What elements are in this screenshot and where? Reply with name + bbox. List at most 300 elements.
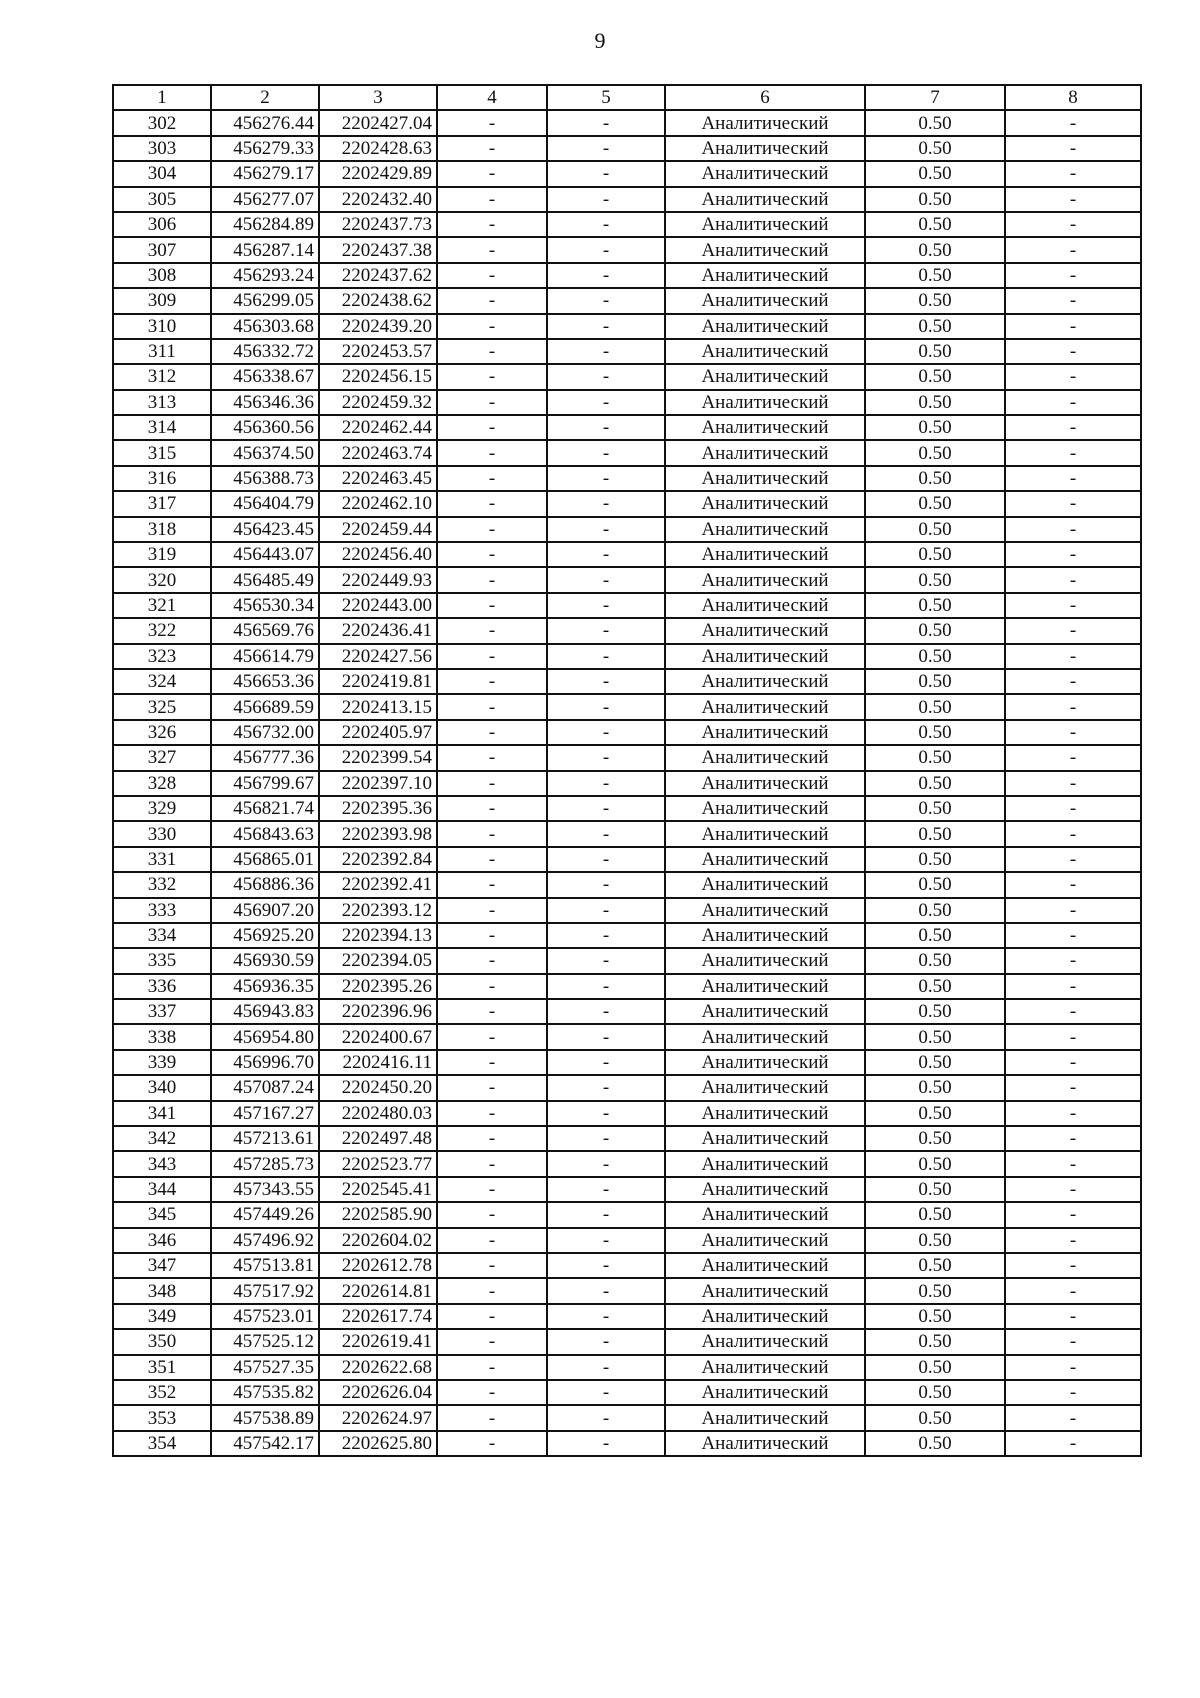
- point-number-cell: 337: [113, 999, 211, 1024]
- accuracy-cell: 0.50: [865, 1355, 1005, 1380]
- method-cell: Аналитический: [665, 1024, 865, 1049]
- col5-cell: -: [547, 1329, 665, 1354]
- col4-cell: -: [437, 796, 547, 821]
- y-coordinate-cell: 2202413.15: [319, 694, 437, 719]
- point-number-cell: 320: [113, 567, 211, 592]
- method-cell: Аналитический: [665, 390, 865, 415]
- accuracy-cell: 0.50: [865, 161, 1005, 186]
- method-cell: Аналитический: [665, 567, 865, 592]
- accuracy-cell: 0.50: [865, 669, 1005, 694]
- accuracy-cell: 0.50: [865, 847, 1005, 872]
- col8-cell: -: [1005, 694, 1141, 719]
- col4-cell: -: [437, 1380, 547, 1405]
- method-cell: Аналитический: [665, 1050, 865, 1075]
- y-coordinate-cell: 2202393.98: [319, 821, 437, 846]
- col8-cell: -: [1005, 161, 1141, 186]
- col8-cell: -: [1005, 618, 1141, 643]
- col5-cell: -: [547, 898, 665, 923]
- accuracy-cell: 0.50: [865, 1126, 1005, 1151]
- point-number-cell: 303: [113, 136, 211, 161]
- table-row: [113, 314, 1141, 339]
- col5-cell: -: [547, 1228, 665, 1253]
- x-coordinate-cell: 456653.36: [211, 669, 319, 694]
- table-row: [113, 1380, 1141, 1405]
- x-coordinate-cell: 456530.34: [211, 593, 319, 618]
- x-coordinate-cell: 456360.56: [211, 415, 319, 440]
- x-coordinate-cell: 456332.72: [211, 339, 319, 364]
- col4-cell: -: [437, 263, 547, 288]
- table-row: [113, 1024, 1141, 1049]
- y-coordinate-cell: 2202437.38: [319, 237, 437, 262]
- col4-cell: -: [437, 847, 547, 872]
- point-number-cell: 331: [113, 847, 211, 872]
- col5-cell: -: [547, 1126, 665, 1151]
- table-row: [113, 948, 1141, 973]
- point-number-cell: 333: [113, 898, 211, 923]
- accuracy-cell: 0.50: [865, 898, 1005, 923]
- y-coordinate-cell: 2202439.20: [319, 314, 437, 339]
- x-coordinate-cell: 456689.59: [211, 694, 319, 719]
- point-number-cell: 302: [113, 110, 211, 135]
- method-cell: Аналитический: [665, 745, 865, 770]
- y-coordinate-cell: 2202438.62: [319, 288, 437, 313]
- col4-cell: -: [437, 364, 547, 389]
- accuracy-cell: 0.50: [865, 1024, 1005, 1049]
- accuracy-cell: 0.50: [865, 1228, 1005, 1253]
- point-number-cell: 322: [113, 618, 211, 643]
- col4-cell: -: [437, 745, 547, 770]
- accuracy-cell: 0.50: [865, 644, 1005, 669]
- col8-cell: -: [1005, 263, 1141, 288]
- col4-cell: -: [437, 390, 547, 415]
- accuracy-cell: 0.50: [865, 440, 1005, 465]
- y-coordinate-cell: 2202462.44: [319, 415, 437, 440]
- point-number-cell: 336: [113, 974, 211, 999]
- point-number-cell: 310: [113, 314, 211, 339]
- y-coordinate-cell: 2202428.63: [319, 136, 437, 161]
- y-coordinate-cell: 2202396.96: [319, 999, 437, 1024]
- x-coordinate-cell: 456732.00: [211, 720, 319, 745]
- accuracy-cell: 0.50: [865, 745, 1005, 770]
- method-cell: Аналитический: [665, 771, 865, 796]
- y-coordinate-cell: 2202427.56: [319, 644, 437, 669]
- table-row: [113, 339, 1141, 364]
- col8-cell: -: [1005, 720, 1141, 745]
- accuracy-cell: 0.50: [865, 1202, 1005, 1227]
- col4-cell: -: [437, 110, 547, 135]
- accuracy-cell: 0.50: [865, 390, 1005, 415]
- col4-cell: -: [437, 567, 547, 592]
- accuracy-cell: 0.50: [865, 1329, 1005, 1354]
- method-cell: Аналитический: [665, 974, 865, 999]
- col8-cell: -: [1005, 1278, 1141, 1303]
- accuracy-cell: 0.50: [865, 923, 1005, 948]
- accuracy-cell: 0.50: [865, 517, 1005, 542]
- method-cell: Аналитический: [665, 720, 865, 745]
- x-coordinate-cell: 456821.74: [211, 796, 319, 821]
- col5-cell: -: [547, 567, 665, 592]
- x-coordinate-cell: 456569.76: [211, 618, 319, 643]
- col8-cell: -: [1005, 1253, 1141, 1278]
- col5-cell: -: [547, 212, 665, 237]
- point-number-cell: 335: [113, 948, 211, 973]
- column-header: 7: [865, 85, 1005, 110]
- x-coordinate-cell: 456925.20: [211, 923, 319, 948]
- point-number-cell: 351: [113, 1355, 211, 1380]
- y-coordinate-cell: 2202449.93: [319, 567, 437, 592]
- method-cell: Аналитический: [665, 364, 865, 389]
- col5-cell: -: [547, 415, 665, 440]
- point-number-cell: 329: [113, 796, 211, 821]
- col5-cell: -: [547, 1380, 665, 1405]
- method-cell: Аналитический: [665, 136, 865, 161]
- col8-cell: -: [1005, 390, 1141, 415]
- col5-cell: -: [547, 288, 665, 313]
- accuracy-cell: 0.50: [865, 593, 1005, 618]
- table-row: [113, 974, 1141, 999]
- method-cell: Аналитический: [665, 339, 865, 364]
- y-coordinate-cell: 2202619.41: [319, 1329, 437, 1354]
- col8-cell: -: [1005, 1329, 1141, 1354]
- col5-cell: -: [547, 771, 665, 796]
- col4-cell: -: [437, 948, 547, 973]
- col5-cell: -: [547, 1253, 665, 1278]
- x-coordinate-cell: 456865.01: [211, 847, 319, 872]
- method-cell: Аналитический: [665, 1101, 865, 1126]
- table-row: [113, 745, 1141, 770]
- point-number-cell: 345: [113, 1202, 211, 1227]
- col5-cell: -: [547, 694, 665, 719]
- col8-cell: -: [1005, 821, 1141, 846]
- method-cell: Аналитический: [665, 1253, 865, 1278]
- col5-cell: -: [547, 491, 665, 516]
- x-coordinate-cell: 456936.35: [211, 974, 319, 999]
- col8-cell: -: [1005, 847, 1141, 872]
- col5-cell: -: [547, 644, 665, 669]
- col5-cell: -: [547, 466, 665, 491]
- x-coordinate-cell: 457343.55: [211, 1177, 319, 1202]
- col5-cell: -: [547, 796, 665, 821]
- x-coordinate-cell: 456799.67: [211, 771, 319, 796]
- accuracy-cell: 0.50: [865, 948, 1005, 973]
- col5-cell: -: [547, 390, 665, 415]
- column-header: 6: [665, 85, 865, 110]
- col4-cell: -: [437, 288, 547, 313]
- point-number-cell: 338: [113, 1024, 211, 1049]
- method-cell: Аналитический: [665, 1126, 865, 1151]
- y-coordinate-cell: 2202462.10: [319, 491, 437, 516]
- col5-cell: -: [547, 1278, 665, 1303]
- accuracy-cell: 0.50: [865, 466, 1005, 491]
- col4-cell: -: [437, 923, 547, 948]
- method-cell: Аналитический: [665, 1151, 865, 1176]
- col4-cell: -: [437, 898, 547, 923]
- col5-cell: -: [547, 339, 665, 364]
- y-coordinate-cell: 2202416.11: [319, 1050, 437, 1075]
- x-coordinate-cell: 456374.50: [211, 440, 319, 465]
- table-row: [113, 288, 1141, 313]
- y-coordinate-cell: 2202450.20: [319, 1075, 437, 1100]
- col8-cell: -: [1005, 364, 1141, 389]
- x-coordinate-cell: 456614.79: [211, 644, 319, 669]
- y-coordinate-cell: 2202443.00: [319, 593, 437, 618]
- x-coordinate-cell: 457542.17: [211, 1431, 319, 1456]
- y-coordinate-cell: 2202459.44: [319, 517, 437, 542]
- point-number-cell: 318: [113, 517, 211, 542]
- col4-cell: -: [437, 669, 547, 694]
- col8-cell: -: [1005, 1126, 1141, 1151]
- col5-cell: -: [547, 237, 665, 262]
- col8-cell: -: [1005, 999, 1141, 1024]
- col8-cell: -: [1005, 187, 1141, 212]
- y-coordinate-cell: 2202617.74: [319, 1304, 437, 1329]
- point-number-cell: 325: [113, 694, 211, 719]
- method-cell: Аналитический: [665, 314, 865, 339]
- table-row: [113, 466, 1141, 491]
- col8-cell: -: [1005, 669, 1141, 694]
- y-coordinate-cell: 2202459.32: [319, 390, 437, 415]
- col8-cell: -: [1005, 872, 1141, 897]
- y-coordinate-cell: 2202625.80: [319, 1431, 437, 1456]
- x-coordinate-cell: 457496.92: [211, 1228, 319, 1253]
- col4-cell: -: [437, 212, 547, 237]
- col5-cell: -: [547, 1101, 665, 1126]
- method-cell: Аналитический: [665, 923, 865, 948]
- y-coordinate-cell: 2202612.78: [319, 1253, 437, 1278]
- y-coordinate-cell: 2202463.74: [319, 440, 437, 465]
- accuracy-cell: 0.50: [865, 1050, 1005, 1075]
- column-header: 4: [437, 85, 547, 110]
- method-cell: Аналитический: [665, 644, 865, 669]
- table-row: [113, 1126, 1141, 1151]
- point-number-cell: 319: [113, 542, 211, 567]
- y-coordinate-cell: 2202622.68: [319, 1355, 437, 1380]
- y-coordinate-cell: 2202427.04: [319, 110, 437, 135]
- table-row: [113, 999, 1141, 1024]
- x-coordinate-cell: 456276.44: [211, 110, 319, 135]
- col8-cell: -: [1005, 136, 1141, 161]
- table-row: [113, 390, 1141, 415]
- accuracy-cell: 0.50: [865, 491, 1005, 516]
- y-coordinate-cell: 2202399.54: [319, 745, 437, 770]
- accuracy-cell: 0.50: [865, 1380, 1005, 1405]
- col8-cell: -: [1005, 466, 1141, 491]
- method-cell: Аналитический: [665, 491, 865, 516]
- y-coordinate-cell: 2202392.84: [319, 847, 437, 872]
- table-row: [113, 110, 1141, 135]
- table-row: [113, 1405, 1141, 1430]
- table-row: [113, 517, 1141, 542]
- point-number-cell: 313: [113, 390, 211, 415]
- point-number-cell: 307: [113, 237, 211, 262]
- col5-cell: -: [547, 948, 665, 973]
- x-coordinate-cell: 457449.26: [211, 1202, 319, 1227]
- accuracy-cell: 0.50: [865, 212, 1005, 237]
- x-coordinate-cell: 456954.80: [211, 1024, 319, 1049]
- table-row: [113, 618, 1141, 643]
- point-number-cell: 339: [113, 1050, 211, 1075]
- col5-cell: -: [547, 847, 665, 872]
- table-row: [113, 796, 1141, 821]
- y-coordinate-cell: 2202393.12: [319, 898, 437, 923]
- method-cell: Аналитический: [665, 999, 865, 1024]
- table-row: [113, 771, 1141, 796]
- x-coordinate-cell: 457167.27: [211, 1101, 319, 1126]
- col4-cell: -: [437, 1253, 547, 1278]
- col4-cell: -: [437, 466, 547, 491]
- col5-cell: -: [547, 1050, 665, 1075]
- col4-cell: -: [437, 314, 547, 339]
- col4-cell: -: [437, 187, 547, 212]
- x-coordinate-cell: 457285.73: [211, 1151, 319, 1176]
- x-coordinate-cell: 456388.73: [211, 466, 319, 491]
- col5-cell: -: [547, 1405, 665, 1430]
- col4-cell: -: [437, 1278, 547, 1303]
- col5-cell: -: [547, 720, 665, 745]
- table-row: [113, 567, 1141, 592]
- col5-cell: -: [547, 187, 665, 212]
- point-number-cell: 334: [113, 923, 211, 948]
- col5-cell: -: [547, 669, 665, 694]
- col8-cell: -: [1005, 1405, 1141, 1430]
- table-row: [113, 694, 1141, 719]
- col8-cell: -: [1005, 415, 1141, 440]
- col5-cell: -: [547, 1202, 665, 1227]
- col8-cell: -: [1005, 1380, 1141, 1405]
- col4-cell: -: [437, 593, 547, 618]
- x-coordinate-cell: 456287.14: [211, 237, 319, 262]
- col8-cell: -: [1005, 1101, 1141, 1126]
- point-number-cell: 353: [113, 1405, 211, 1430]
- method-cell: Аналитический: [665, 1202, 865, 1227]
- table-row: [113, 720, 1141, 745]
- col8-cell: -: [1005, 745, 1141, 770]
- table-body: [113, 110, 1141, 1456]
- col8-cell: -: [1005, 288, 1141, 313]
- accuracy-cell: 0.50: [865, 364, 1005, 389]
- method-cell: Аналитический: [665, 466, 865, 491]
- point-number-cell: 352: [113, 1380, 211, 1405]
- y-coordinate-cell: 2202480.03: [319, 1101, 437, 1126]
- col8-cell: -: [1005, 771, 1141, 796]
- col4-cell: -: [437, 1304, 547, 1329]
- point-number-cell: 305: [113, 187, 211, 212]
- point-number-cell: 311: [113, 339, 211, 364]
- y-coordinate-cell: 2202394.05: [319, 948, 437, 973]
- col4-cell: -: [437, 644, 547, 669]
- accuracy-cell: 0.50: [865, 263, 1005, 288]
- col5-cell: -: [547, 1304, 665, 1329]
- point-number-cell: 347: [113, 1253, 211, 1278]
- table-row: [113, 872, 1141, 897]
- y-coordinate-cell: 2202604.02: [319, 1228, 437, 1253]
- y-coordinate-cell: 2202626.04: [319, 1380, 437, 1405]
- col4-cell: -: [437, 999, 547, 1024]
- column-header: 3: [319, 85, 437, 110]
- col8-cell: -: [1005, 1177, 1141, 1202]
- col8-cell: -: [1005, 212, 1141, 237]
- point-number-cell: 332: [113, 872, 211, 897]
- table-row: [113, 1151, 1141, 1176]
- table-row: [113, 212, 1141, 237]
- table-row: [113, 440, 1141, 465]
- method-cell: Аналитический: [665, 415, 865, 440]
- method-cell: Аналитический: [665, 1431, 865, 1456]
- method-cell: Аналитический: [665, 212, 865, 237]
- x-coordinate-cell: 457213.61: [211, 1126, 319, 1151]
- col8-cell: -: [1005, 110, 1141, 135]
- x-coordinate-cell: 456279.33: [211, 136, 319, 161]
- x-coordinate-cell: 456485.49: [211, 567, 319, 592]
- method-cell: Аналитический: [665, 1405, 865, 1430]
- point-number-cell: 316: [113, 466, 211, 491]
- accuracy-cell: 0.50: [865, 720, 1005, 745]
- col8-cell: -: [1005, 1202, 1141, 1227]
- col4-cell: -: [437, 1431, 547, 1456]
- method-cell: Аналитический: [665, 517, 865, 542]
- col8-cell: -: [1005, 440, 1141, 465]
- table-row: [113, 1431, 1141, 1456]
- x-coordinate-cell: 456886.36: [211, 872, 319, 897]
- x-coordinate-cell: 457538.89: [211, 1405, 319, 1430]
- accuracy-cell: 0.50: [865, 187, 1005, 212]
- table-row: [113, 1202, 1141, 1227]
- method-cell: Аналитический: [665, 1380, 865, 1405]
- accuracy-cell: 0.50: [865, 1151, 1005, 1176]
- col5-cell: -: [547, 161, 665, 186]
- method-cell: Аналитический: [665, 237, 865, 262]
- col5-cell: -: [547, 1024, 665, 1049]
- y-coordinate-cell: 2202523.77: [319, 1151, 437, 1176]
- table-row: [113, 1177, 1141, 1202]
- method-cell: Аналитический: [665, 1228, 865, 1253]
- y-coordinate-cell: 2202400.67: [319, 1024, 437, 1049]
- point-number-cell: 315: [113, 440, 211, 465]
- y-coordinate-cell: 2202437.62: [319, 263, 437, 288]
- col8-cell: -: [1005, 567, 1141, 592]
- col8-cell: -: [1005, 644, 1141, 669]
- point-number-cell: 327: [113, 745, 211, 770]
- x-coordinate-cell: 456299.05: [211, 288, 319, 313]
- y-coordinate-cell: 2202405.97: [319, 720, 437, 745]
- col4-cell: -: [437, 720, 547, 745]
- method-cell: Аналитический: [665, 110, 865, 135]
- y-coordinate-cell: 2202463.45: [319, 466, 437, 491]
- col8-cell: -: [1005, 593, 1141, 618]
- point-number-cell: 343: [113, 1151, 211, 1176]
- method-cell: Аналитический: [665, 796, 865, 821]
- column-header: 1: [113, 85, 211, 110]
- x-coordinate-cell: 457087.24: [211, 1075, 319, 1100]
- x-coordinate-cell: 456279.17: [211, 161, 319, 186]
- accuracy-cell: 0.50: [865, 1405, 1005, 1430]
- x-coordinate-cell: 456404.79: [211, 491, 319, 516]
- point-number-cell: 323: [113, 644, 211, 669]
- x-coordinate-cell: 456338.67: [211, 364, 319, 389]
- accuracy-cell: 0.50: [865, 288, 1005, 313]
- y-coordinate-cell: 2202395.26: [319, 974, 437, 999]
- table-row: [113, 415, 1141, 440]
- point-number-cell: 342: [113, 1126, 211, 1151]
- col8-cell: -: [1005, 314, 1141, 339]
- y-coordinate-cell: 2202545.41: [319, 1177, 437, 1202]
- point-number-cell: 324: [113, 669, 211, 694]
- col8-cell: -: [1005, 1151, 1141, 1176]
- col4-cell: -: [437, 1075, 547, 1100]
- table-row: [113, 161, 1141, 186]
- accuracy-cell: 0.50: [865, 771, 1005, 796]
- table-row: [113, 263, 1141, 288]
